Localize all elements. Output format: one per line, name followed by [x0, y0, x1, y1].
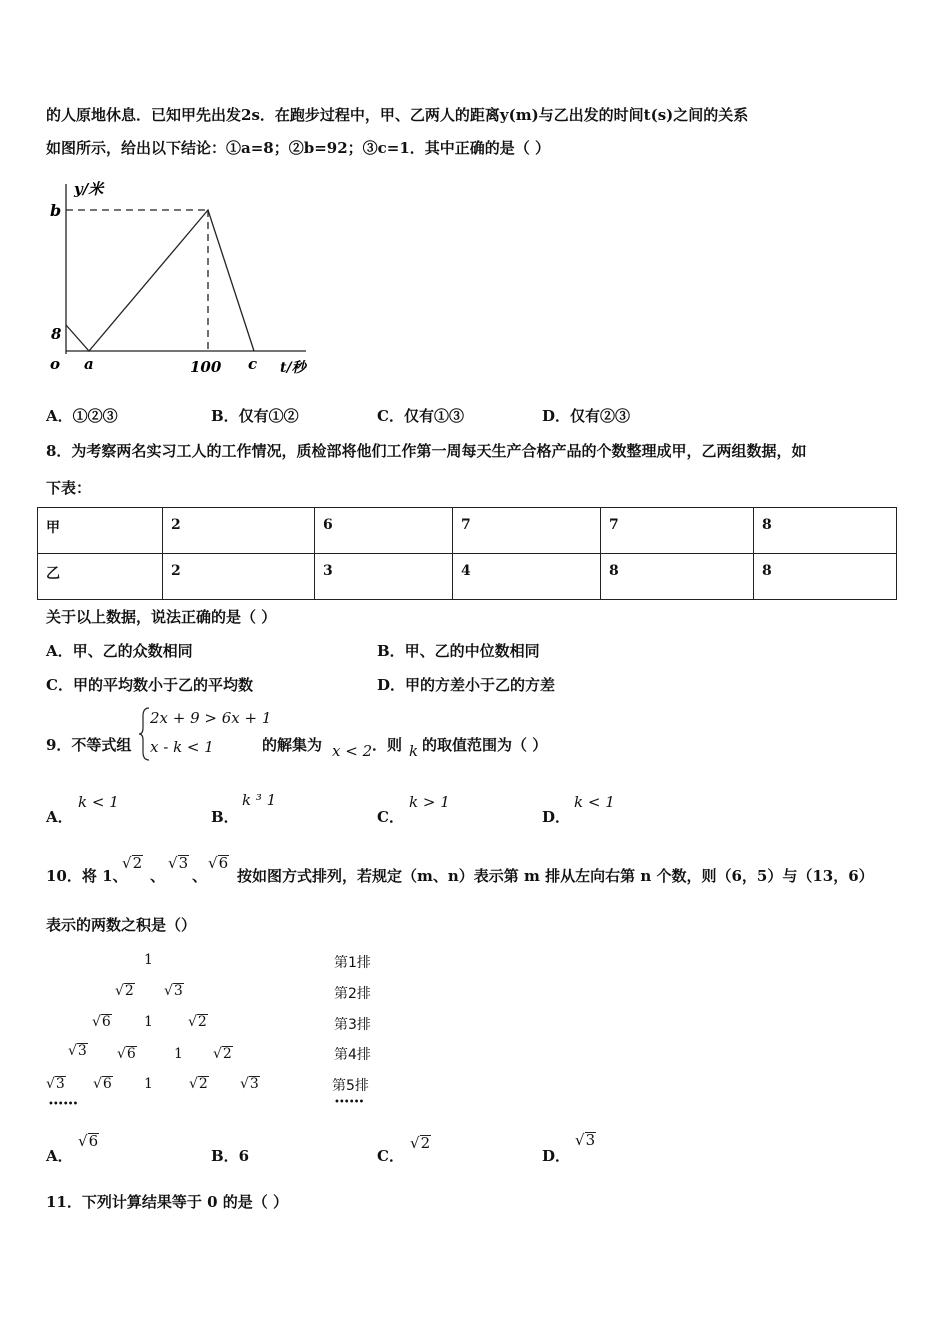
tri-r3-1: 1 — [144, 1014, 153, 1030]
radicand: 2 — [197, 1014, 207, 1030]
tri-r2-sqrt3: √3 — [164, 983, 183, 999]
q9-inequality-2: x - k < 1 — [150, 738, 214, 756]
radicand: 6 — [88, 1132, 99, 1150]
row-ellipsis: •••••• — [334, 1097, 364, 1108]
table-cell: 6 — [315, 508, 453, 554]
q9-option-a-expr[interactable]: k < 1 — [78, 793, 119, 811]
origin-label: o — [50, 355, 61, 373]
radicand: 6 — [102, 1076, 112, 1092]
q9-prefix: 9．不等式组 — [46, 736, 132, 754]
q9-option-c-letter[interactable]: C． — [377, 808, 404, 826]
q10-text-line2: 表示的两数之积是（） — [46, 916, 197, 934]
table-cell: 4 — [453, 554, 601, 600]
table-row — [38, 554, 897, 600]
radicand: 2 — [198, 1076, 208, 1092]
tri-r4-sqrt2: √2 — [213, 1046, 232, 1062]
eight-label: 8 — [51, 325, 62, 343]
tri-r5-sqrt2: √2 — [189, 1076, 208, 1092]
q9-middle-text: 的解集为 — [262, 736, 323, 754]
radicand: 2 — [124, 983, 134, 999]
tri-r4-1: 1 — [174, 1046, 183, 1062]
y-axis-label: y/米 — [74, 180, 104, 198]
radicand: 6 — [101, 1014, 111, 1030]
q10-option-b[interactable]: B．6 — [211, 1147, 250, 1165]
q10-sqrt3: √3 — [168, 854, 189, 872]
table-cell: 2 — [163, 554, 315, 600]
q8-option-a[interactable]: A．甲、乙的众数相同 — [46, 642, 193, 660]
q9-inequality-1: 2x + 9 > 6x + 1 — [150, 709, 272, 727]
tri-r5-sqrt3-left: √3 — [46, 1076, 65, 1092]
q9-option-d-letter[interactable]: D． — [542, 808, 571, 826]
q8-text-line1: 8．为考察两名实习工人的工作情况，质检部将他们工作第一周每天生产合格产品的个数整理成甲，乙两组数据，如 — [46, 442, 807, 460]
radicand: 3 — [173, 983, 183, 999]
q8-text-line2: 下表： — [46, 479, 92, 497]
row-label-4: 第4排 — [334, 1047, 371, 1063]
tri-r2-sqrt2: √2 — [115, 983, 134, 999]
tri-r4-sqrt3: √3 — [68, 1043, 87, 1059]
q10-option-d-letter[interactable]: D． — [542, 1147, 571, 1165]
q9-then: ．则 — [372, 736, 403, 754]
b-label: b — [50, 201, 62, 220]
radicand: 3 — [55, 1076, 65, 1092]
q9-option-a-letter[interactable]: A． — [46, 808, 73, 826]
hundred-label: 100 — [190, 358, 222, 376]
q7-option-d[interactable]: D．仅有②③ — [542, 407, 631, 425]
q9-option-b-expr[interactable]: k ³ 1 — [242, 791, 277, 809]
tri-ellipsis-left: •••••• — [48, 1099, 78, 1110]
row-label-2: 第2排 — [334, 986, 371, 1002]
tri-r3-sqrt2: √2 — [188, 1014, 207, 1030]
tri-r4-sqrt6: √6 — [117, 1046, 136, 1062]
q8-option-b[interactable]: B．甲、乙的中位数相同 — [377, 642, 540, 660]
tri-r5-1: 1 — [144, 1076, 153, 1092]
q10-option-c-sqrt2[interactable]: √2 — [410, 1134, 431, 1152]
a-label: a — [84, 355, 94, 373]
q10-option-d-sqrt3[interactable]: √3 — [575, 1131, 596, 1149]
radicand: 3 — [77, 1043, 87, 1059]
q8-option-d[interactable]: D．甲的方差小于乙的方差 — [377, 676, 556, 694]
row-label-3: 第3排 — [334, 1017, 371, 1033]
tri-r1-1: 1 — [144, 952, 153, 968]
c-label: c — [248, 355, 258, 373]
q7-option-c[interactable]: C．仅有①③ — [377, 407, 464, 425]
q10-text-line1: 按如图方式排列，若规定（m、n）表示第 m 排从左向右第 n 个数，则（6，5）与（13，6） — [237, 867, 874, 885]
q10-sqrt2: √2 — [122, 854, 143, 872]
table-cell: 8 — [754, 508, 897, 554]
q9-option-d-expr[interactable]: k < 1 — [574, 793, 615, 811]
q10-prefix: 10．将 1、 — [46, 867, 128, 885]
radicand: 2 — [222, 1046, 232, 1062]
q9-solution: x < 2 — [332, 742, 373, 760]
q10-sqrt6: √6 — [208, 854, 229, 872]
table-cell: 7 — [453, 508, 601, 554]
q10-sep-1: 、 — [150, 867, 166, 885]
q10-sep-2: 、 — [192, 867, 208, 885]
q10-option-a-sqrt6[interactable]: √6 — [78, 1132, 99, 1150]
table-row — [38, 508, 897, 554]
tri-r5-sqrt6: √6 — [93, 1076, 112, 1092]
tri-r5-sqrt3-right: √3 — [240, 1076, 259, 1092]
radicand: 2 — [132, 854, 143, 872]
q8-data-table — [37, 507, 897, 600]
q7-text-line1: 的人原地休息．已知甲先出发2s．在跑步过程中，甲、乙两人的距离y(m)与乙出发的时间t(s)之间的关系 — [46, 106, 749, 124]
table-cell: 8 — [601, 554, 754, 600]
table-cell: 7 — [601, 508, 754, 554]
table-cell: 乙 — [38, 554, 163, 600]
q10-option-a-letter[interactable]: A． — [46, 1147, 73, 1165]
row-label-1: 第1排 — [334, 955, 371, 971]
q10-option-c-letter[interactable]: C． — [377, 1147, 404, 1165]
row-label-5: 第5排 — [332, 1078, 369, 1094]
table-cell: 3 — [315, 554, 453, 600]
q9-option-b-letter[interactable]: B． — [211, 808, 239, 826]
table-cell: 8 — [754, 554, 897, 600]
tri-r3-sqrt6: √6 — [92, 1014, 111, 1030]
q9-suffix: 的取值范围为（ ） — [422, 736, 548, 754]
table-cell: 2 — [163, 508, 315, 554]
table-cell: 甲 — [38, 508, 163, 554]
radicand: 6 — [218, 854, 229, 872]
radicand: 2 — [420, 1134, 431, 1152]
q7-option-a[interactable]: A．①②③ — [46, 407, 118, 425]
radicand: 3 — [585, 1131, 596, 1149]
q8-question: 关于以上数据，说法正确的是（ ） — [46, 608, 277, 626]
q8-option-c[interactable]: C．甲的平均数小于乙的平均数 — [46, 676, 253, 694]
q7-text-line2: 如图所示，给出以下结论：①a=8；②b=92；③c=1．其中正确的是（ ） — [46, 139, 551, 157]
radicand: 3 — [178, 854, 189, 872]
radicand: 6 — [126, 1046, 136, 1062]
q9-k: k — [409, 742, 419, 760]
q11-text-line1: 11．下列计算结果等于 0 的是（ ） — [46, 1193, 288, 1211]
distance-line — [66, 210, 254, 351]
radicand: 3 — [249, 1076, 259, 1092]
q7-graph — [44, 176, 319, 381]
x-axis-label: t/秒 — [280, 360, 306, 376]
q7-option-b[interactable]: B．仅有①② — [211, 407, 299, 425]
q9-option-c-expr[interactable]: k > 1 — [409, 793, 450, 811]
